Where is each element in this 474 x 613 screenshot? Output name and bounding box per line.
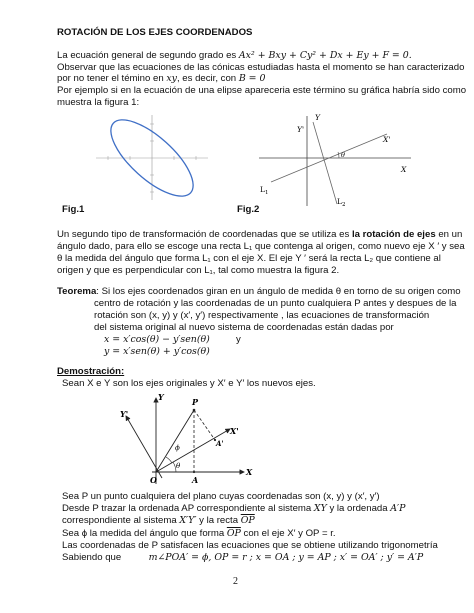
figure-1-ellipse [92,112,212,202]
page-title: ROTACIÓN DE LOS EJES COORDENADOS [57,27,253,38]
fig3-op-segment [156,410,194,472]
demonstration-line-1: Sean X e Y son los ejes originales y X′ e Y′ los nuevos ejes. [62,378,316,389]
theorem-line-4: del sistema original al nuevo sistema de coordenadas están dadas por [94,322,394,333]
fig3-phi-arc [166,457,172,463]
fig2-x-prime-label: X' [383,135,391,144]
fig2-x-label: X [401,165,407,174]
transform-equation-and: y [236,334,241,345]
fig3-o-label: O [150,475,157,485]
fig3-x-label: X [246,467,253,477]
fig3-x-prime-axis [156,429,230,472]
para2-line-3: θ la medida del ángulo que forma L₁ con el eje X. El eje Y ′ será la recta L₂ que contiene al [57,253,441,264]
theorem-label: Teorema [57,286,97,297]
fig3-a-prime-label: A' [216,439,224,448]
demonstration-heading: Demostración: [57,366,125,377]
intro-line-3: por no tener el témino en xy, es decir, con B = 0 [57,73,266,84]
fig2-l2-label: $L_2$ [337,197,346,208]
theorem-line-3: rotación son (x, y) y (x′, y′) respectivamente , las ecuaciones de transformación [94,310,430,321]
fig2-theta-label: θ [341,151,345,159]
intro-line-1: La ecuación general de segundo grado es Ax² + Bxy + Cy² + Dx + Ey + F = 0. [57,50,412,61]
final-line-1: Sea P un punto cualquiera del plano cuyas coordenadas son (x, y) y (x′, y′) [62,491,380,502]
figure-2-rotated-axes [255,110,415,210]
para2-line-1: Un segundo tipo de transformación de coordenadas que se utiliza es la rotación de ejes en un [57,229,463,240]
fig3-x-prime-label: X' [230,426,239,436]
page-number: 2 [233,576,238,587]
para2-line-4: origen y que es perpendicular con L₁, tal como muestra la figura 2. [57,265,340,276]
intro-line-2: Observar que las ecuaciones de las cónicas estudiadas hasta el momento se han caracterizado [57,62,465,73]
final-line-6: Sabiendo que m∠POA′ = ϕ, OP = r ; x = OA ; y = AP ; x′ = OA′ ; y′ = A′P [62,552,424,563]
fig3-y-prime-label: Y' [120,409,129,419]
fig3-y-prime-axis [126,416,162,478]
fig3-a-prime-p-dashed [194,410,215,440]
fig3-a-label: A [192,475,199,485]
fig3-y-label: Y [158,392,164,402]
final-line-3: correspondiente al sistema X′Y′ y la recta $\overline{OP}$ [62,515,255,526]
final-line-5: Las coordenadas de P satisfacen las ecuaciones que se obtiene utilizando trigonometría [62,540,438,551]
figure-2-label: Fig.2 [237,204,260,215]
transform-equation-x: x = x′cos(θ) − y′sen(θ) [104,334,210,345]
intro-line-4: Por ejemplo si en la ecuación de una elipse apareceria este término su gráfica habría sido como [57,85,467,96]
fig3-p-label: P [192,397,199,407]
figure-1-label: Fig.1 [62,204,85,215]
general-equation: Ax² + Bxy + Cy² + Dx + Ey + F = 0. [238,50,412,61]
transform-equation-y: y = x′sen(θ) + y′cos(θ) [104,346,210,357]
fig2-y-prime-label: Y' [297,125,305,134]
figure-3-demonstration [112,388,262,488]
theorem-line-1: Teorema: Si los ejes coordenados giran en un ángulo de medida θ en torno de su origen como [57,286,461,297]
final-line-2: Desde P trazar la ordenada AP correspondiente al sistema XY y la ordenada A′P [62,503,406,514]
fig2-l1-label: $L_1$ [260,185,269,196]
fig3-phi-label: ϕ [175,444,180,452]
fig2-y-label: Y [315,113,320,122]
fig3-theta-label: θ [176,462,181,470]
intro-line-5: muestra la figura 1: [57,97,140,108]
para2-line-2: ángulo dado, para ello se escoge una recta L₁ que contenga al origen, como nuevo eje X ′ y sea [57,241,465,252]
final-line-4: Sea ϕ la medida del ángulo que forma $\overline{OP}$ con el eje X′ y OP = r. [62,528,336,539]
fig2-theta-arc [338,152,339,158]
theorem-line-2: centro de rotación y las coordenadas de un punto cualquiera P antes y despues de la [94,298,457,309]
